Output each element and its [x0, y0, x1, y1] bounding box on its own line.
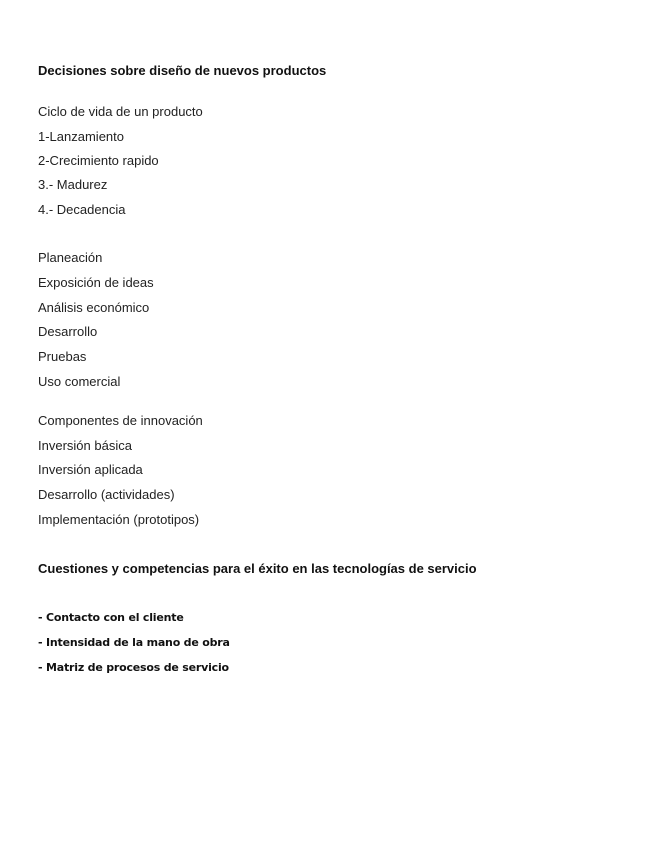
bullet-customer-contact: - Contacto con el cliente — [38, 611, 184, 624]
line-maturity: 3.- Madurez — [38, 177, 108, 192]
line-decline: 4.- Decadencia — [38, 202, 126, 217]
line-rapid-growth: 2-Crecimiento rapido — [38, 153, 159, 168]
line-development: Desarrollo — [38, 324, 98, 339]
line-applied-investment: Inversión aplicada — [38, 462, 143, 477]
line-launch: 1-Lanzamiento — [38, 129, 124, 144]
line-implementation-prototypes: Implementación (prototipos) — [38, 512, 200, 527]
line-product-life-cycle: Ciclo de vida de un producto — [38, 104, 203, 119]
line-basic-investment: Inversión básica — [38, 438, 132, 453]
line-planning: Planeación — [38, 250, 103, 265]
bullet-labor-intensity: - Intensidad de la mano de obra — [38, 636, 230, 649]
line-economic-analysis: Análisis económico — [38, 300, 150, 315]
bullet-service-process-matrix: - Matriz de procesos de servicio — [38, 661, 229, 674]
section-heading-service-technologies: Cuestiones y competencias para el éxito en las tecnologías de servicio — [38, 561, 477, 576]
line-idea-exposition: Exposición de ideas — [38, 275, 154, 290]
line-tests: Pruebas — [38, 349, 87, 364]
line-innovation-components: Componentes de innovación — [38, 413, 203, 428]
line-development-activities: Desarrollo (actividades) — [38, 487, 175, 502]
section-heading-product-design: Decisiones sobre diseño de nuevos productos — [38, 63, 327, 78]
line-commercial-use: Uso comercial — [38, 374, 121, 389]
